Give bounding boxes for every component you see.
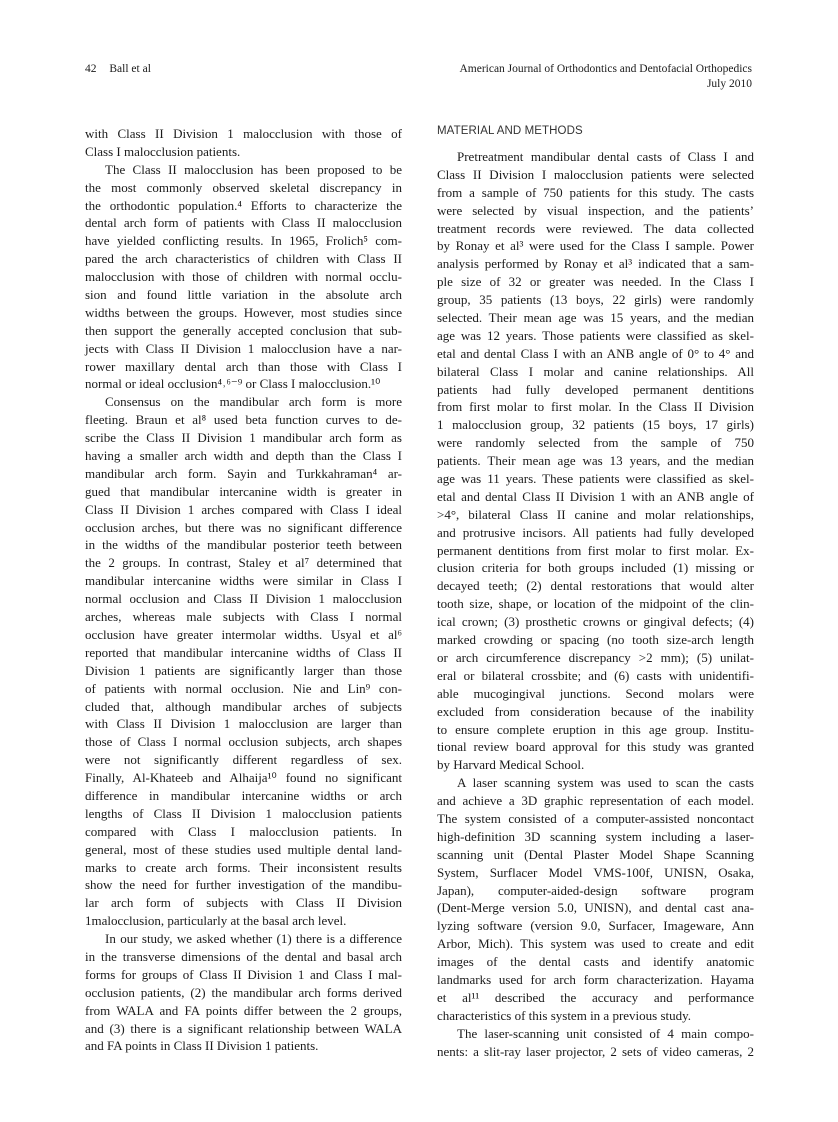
text-line: by Harvard Medical School. bbox=[437, 757, 585, 773]
text-line: gued that mandibular intercanine width is greater in bbox=[85, 483, 402, 499]
text-line: sion and found little variation in the absolute arch bbox=[85, 287, 402, 303]
text-line: Division 1 patients are significantly larger than those bbox=[85, 662, 402, 678]
text-line: Consensus on the mandibular arch form is more bbox=[105, 394, 402, 410]
text-line: analysis performed by Ronay et al³ indicated that a sam- bbox=[437, 256, 754, 272]
text-line: >4°, bilateral Class II canine and molar relationships, bbox=[437, 506, 754, 522]
text-line: having a smaller arch width and depth than the Class I bbox=[85, 448, 402, 464]
text-line: Arbor, Mich). This system was used to create and edit bbox=[437, 936, 754, 952]
text-line: high-definition 3D scanning system including a laser- bbox=[437, 828, 754, 844]
text-line: the 2 groups. In contrast, Staley et al⁷ determined that bbox=[85, 555, 402, 571]
text-line: malocclusion with those of children with normal occlu- bbox=[85, 269, 402, 285]
text-line: fleeting. Braun et al⁸ used beta function curves to de- bbox=[85, 412, 402, 428]
text-line: group, 35 patients (13 boys, 22 girls) were randomly bbox=[437, 292, 754, 308]
text-line: System, Surflacer Model VMS-100f, UNISN, Osaka, bbox=[437, 864, 754, 880]
paragraph bbox=[437, 774, 754, 1024]
text-line: The system consisted of a computer-assisted noncontact bbox=[437, 810, 754, 826]
text-line: widths between the groups. However, most studies since bbox=[85, 304, 402, 320]
text-line: patients had fully developed permanent dentitions bbox=[437, 381, 754, 397]
running-authors: Ball et al bbox=[109, 63, 151, 75]
text-line: the orthodontic population.⁴ Efforts to characterize the bbox=[85, 197, 402, 213]
text-line: and protrusive incisors. All patients had fully developed bbox=[437, 524, 754, 540]
text-line: in the transverse dimensions of the dental and basal arch bbox=[85, 948, 402, 964]
text-line: occlusion patients, (2) the mandibular arch forms derived bbox=[85, 984, 402, 1000]
issue-date: July 2010 bbox=[706, 78, 752, 90]
paragraph bbox=[437, 1025, 754, 1061]
text-line: dental arch form of patients with Class II malocclusion bbox=[85, 215, 402, 231]
text-line: occlusion arches, but there was no significant difference bbox=[85, 519, 402, 535]
text-line: normal occlusion and Class II Division 1 malocclusion bbox=[85, 591, 402, 607]
text-line: scanning unit (Dental Plaster Model Shape Scanning bbox=[437, 846, 754, 862]
text-line: et al¹¹ described the accuracy and performance bbox=[437, 989, 754, 1005]
text-line: The laser-scanning unit consisted of 4 main compo- bbox=[457, 1025, 754, 1041]
text-line: 1malocclusion, particularly at the basal arch level. bbox=[85, 913, 347, 929]
text-line: lar arch form of subjects with Class II Division bbox=[85, 895, 402, 911]
text-line: have yielded conflicting results. In 1965, Frolich⁵ com- bbox=[85, 233, 402, 249]
text-line: Finally, Al-Khateeb and Alhaija¹⁰ found no significant bbox=[85, 770, 402, 786]
section-heading: MATERIAL AND METHODS bbox=[437, 125, 583, 137]
text-line: were not significantly different regardless of sex. bbox=[85, 752, 402, 768]
journal-title: American Journal of Orthodontics and Dentofacial Orthopedics bbox=[459, 63, 752, 75]
text-line: lyzing software (version 9.0, Surfacer, Imageware, Ann bbox=[437, 918, 754, 934]
text-line: (Dent-Merge version 5.0, UNISN), and dental cast ana- bbox=[437, 900, 754, 916]
text-line: and FA points in Class II Division 1 patients. bbox=[85, 1038, 319, 1054]
text-line: and achieve a 3D graphic representation of each model. bbox=[437, 793, 754, 809]
page-number: 42 bbox=[85, 63, 97, 75]
text-line: patients. Their mean age was 13 years, and the median bbox=[437, 453, 754, 469]
text-line: with Class II Division 1 malocclusion with those of bbox=[85, 126, 402, 141]
text-line: Pretreatment mandibular dental casts of Class I and bbox=[457, 149, 754, 164]
text-line: landmarks used for arch form characterization. Hayama bbox=[437, 971, 754, 987]
text-line: general, most of these studies used multiple dental land- bbox=[85, 841, 402, 857]
paragraph bbox=[85, 161, 402, 394]
text-line: bilateral Class I molar and canine relationships. All bbox=[437, 363, 754, 379]
paragraph bbox=[85, 393, 402, 930]
paragraph bbox=[85, 930, 402, 1055]
text-line: tooth size, shape, or location of the midpoint of the clin- bbox=[437, 596, 754, 612]
text-line: with Class II Division 1 malocclusion are larger than bbox=[85, 716, 402, 732]
text-line: compared with Class I malocclusion patients. In bbox=[85, 823, 402, 839]
text-line: pared the arch characteristics of children with Class II bbox=[85, 251, 402, 267]
text-line: from first molar to first molar. In the Class II Division bbox=[437, 399, 754, 415]
text-line: the most commonly observed skeletal discrepancy in bbox=[85, 179, 402, 195]
text-line: marked crowding or spacing (no tooth size-arch length bbox=[437, 632, 754, 648]
text-line: from a sample of 750 patients for this study. The casts bbox=[437, 184, 754, 200]
text-line: and (3) there is a significant relationship between WALA bbox=[85, 1020, 402, 1036]
text-line: to ensure complete eruption in this age group. Institu- bbox=[437, 721, 754, 737]
text-line: The Class II malocclusion has been proposed to be bbox=[105, 161, 402, 177]
text-line: clusion criteria for both groups included (1) missing or bbox=[437, 560, 754, 576]
text-line: nents: a slit-ray laser projector, 2 sets of video cameras, 2 bbox=[437, 1043, 754, 1059]
text-line: ple size of 32 or greater was needed. In the Class I bbox=[437, 274, 754, 290]
text-line: mandibular intercanine widths were similar in Class I bbox=[85, 573, 402, 589]
text-line: jects with Class II Division 1 malocclusion have a nar- bbox=[85, 340, 402, 356]
text-line: In our study, we asked whether (1) there is a difference bbox=[105, 931, 402, 947]
text-line: marks to create arch forms. Their inconsistent results bbox=[85, 859, 402, 875]
text-line: etal and dental Class II Division 1 with an ANB angle of bbox=[437, 488, 754, 504]
text-line: from WALA and FA points differ between the 2 groups, bbox=[85, 1002, 402, 1018]
text-line: mandibular arch form. Sayin and Turkkahraman⁴ ar- bbox=[85, 465, 402, 481]
text-line: ical crown; (3) prosthetic crowns or gingival defects; (4) bbox=[437, 614, 754, 630]
text-line: Class I malocclusion patients. bbox=[85, 143, 241, 159]
text-line: eral or bilateral crossbite; and (6) casts with unidentifi- bbox=[437, 667, 754, 683]
text-line: in the widths of the mandibular posterior teeth between bbox=[85, 537, 402, 553]
text-line: decayed teeth; (2) dental restorations that would alter bbox=[437, 578, 754, 594]
text-line: normal or ideal occlusion⁴˒⁶⁻⁹ or Class I malocclusion.¹⁰ bbox=[85, 376, 381, 392]
text-line: excluded from consideration because of the inability bbox=[437, 703, 754, 719]
text-line: A laser scanning system was used to scan the casts bbox=[457, 775, 754, 791]
text-line: images of the dental casts and identify anatomic bbox=[437, 954, 754, 970]
running-header-left bbox=[85, 62, 151, 77]
text-line: were selected by visual inspection, and the patients’ bbox=[437, 202, 754, 218]
text-line: show the need for further investigation of the mandibu- bbox=[85, 877, 402, 893]
text-line: occlusion have greater intermolar widths. Usyal et al⁶ bbox=[85, 626, 402, 642]
text-line: arches, whereas male subjects with Class I normal bbox=[85, 609, 402, 625]
left-column bbox=[85, 125, 402, 1055]
text-line: reported that mandibular intercanine widths of Class II bbox=[85, 644, 402, 660]
text-line: able mucogingival junctions. Second molars were bbox=[437, 685, 754, 701]
text-line: tional review board approval for this study was granted bbox=[437, 739, 754, 755]
text-line: cluded that, although mandibular arches of subjects bbox=[85, 698, 402, 714]
right-column bbox=[437, 148, 754, 1060]
text-line: etal and dental Class I with an ANB angle of 0° to 4° and bbox=[437, 345, 754, 361]
text-line: forms for groups of Class II Division 1 and Class I mal- bbox=[85, 966, 402, 982]
text-line: Class II Division 1 arches compared with Class I ideal bbox=[85, 501, 402, 517]
text-line: Japan), computer-aided-design software program bbox=[437, 882, 754, 898]
text-line: those of Class I normal occlusion subjects, arch shapes bbox=[85, 734, 402, 750]
text-line: then support the generally accepted conclusion that sub- bbox=[85, 322, 402, 338]
text-line: characteristics of this system in a previous study. bbox=[437, 1007, 692, 1023]
text-line: age was 11 years. These patients were classified as skel- bbox=[437, 471, 754, 487]
text-line: 1 malocclusion group, 32 patients (15 boys, 17 girls) bbox=[437, 417, 754, 433]
text-line: treatment records were reviewed. The data collected bbox=[437, 220, 754, 236]
text-line: Class II Division I malocclusion patients were selected bbox=[437, 166, 754, 182]
text-line: scribe the Class II Division 1 mandibular arch form as bbox=[85, 430, 402, 446]
text-line: by Ronay et al³ were used for the Class I sample. Power bbox=[437, 238, 754, 254]
text-line: selected. Their mean age was 15 years, and the median bbox=[437, 310, 754, 326]
text-line: lengths of Class II Division 1 malocclusion patients bbox=[85, 805, 402, 821]
text-line: were randomly selected from the sample of 750 bbox=[437, 435, 754, 451]
paragraph bbox=[437, 148, 754, 774]
text-line: or arch circumference discrepancy >2 mm); (5) unilat- bbox=[437, 649, 754, 665]
text-line: of patients with normal occlusion. Nie and Lin⁹ con- bbox=[85, 680, 402, 696]
text-line: rower maxillary dental arch than those with Class I bbox=[85, 358, 402, 374]
paragraph bbox=[85, 125, 402, 161]
text-line: difference in mandibular intercanine widths or arch bbox=[85, 787, 402, 803]
text-line: permanent dentitions from first molar to first molar. Ex- bbox=[437, 542, 754, 558]
running-header-right bbox=[459, 62, 752, 92]
text-line: age was 12 years. Those patients were classified as skel- bbox=[437, 327, 754, 343]
